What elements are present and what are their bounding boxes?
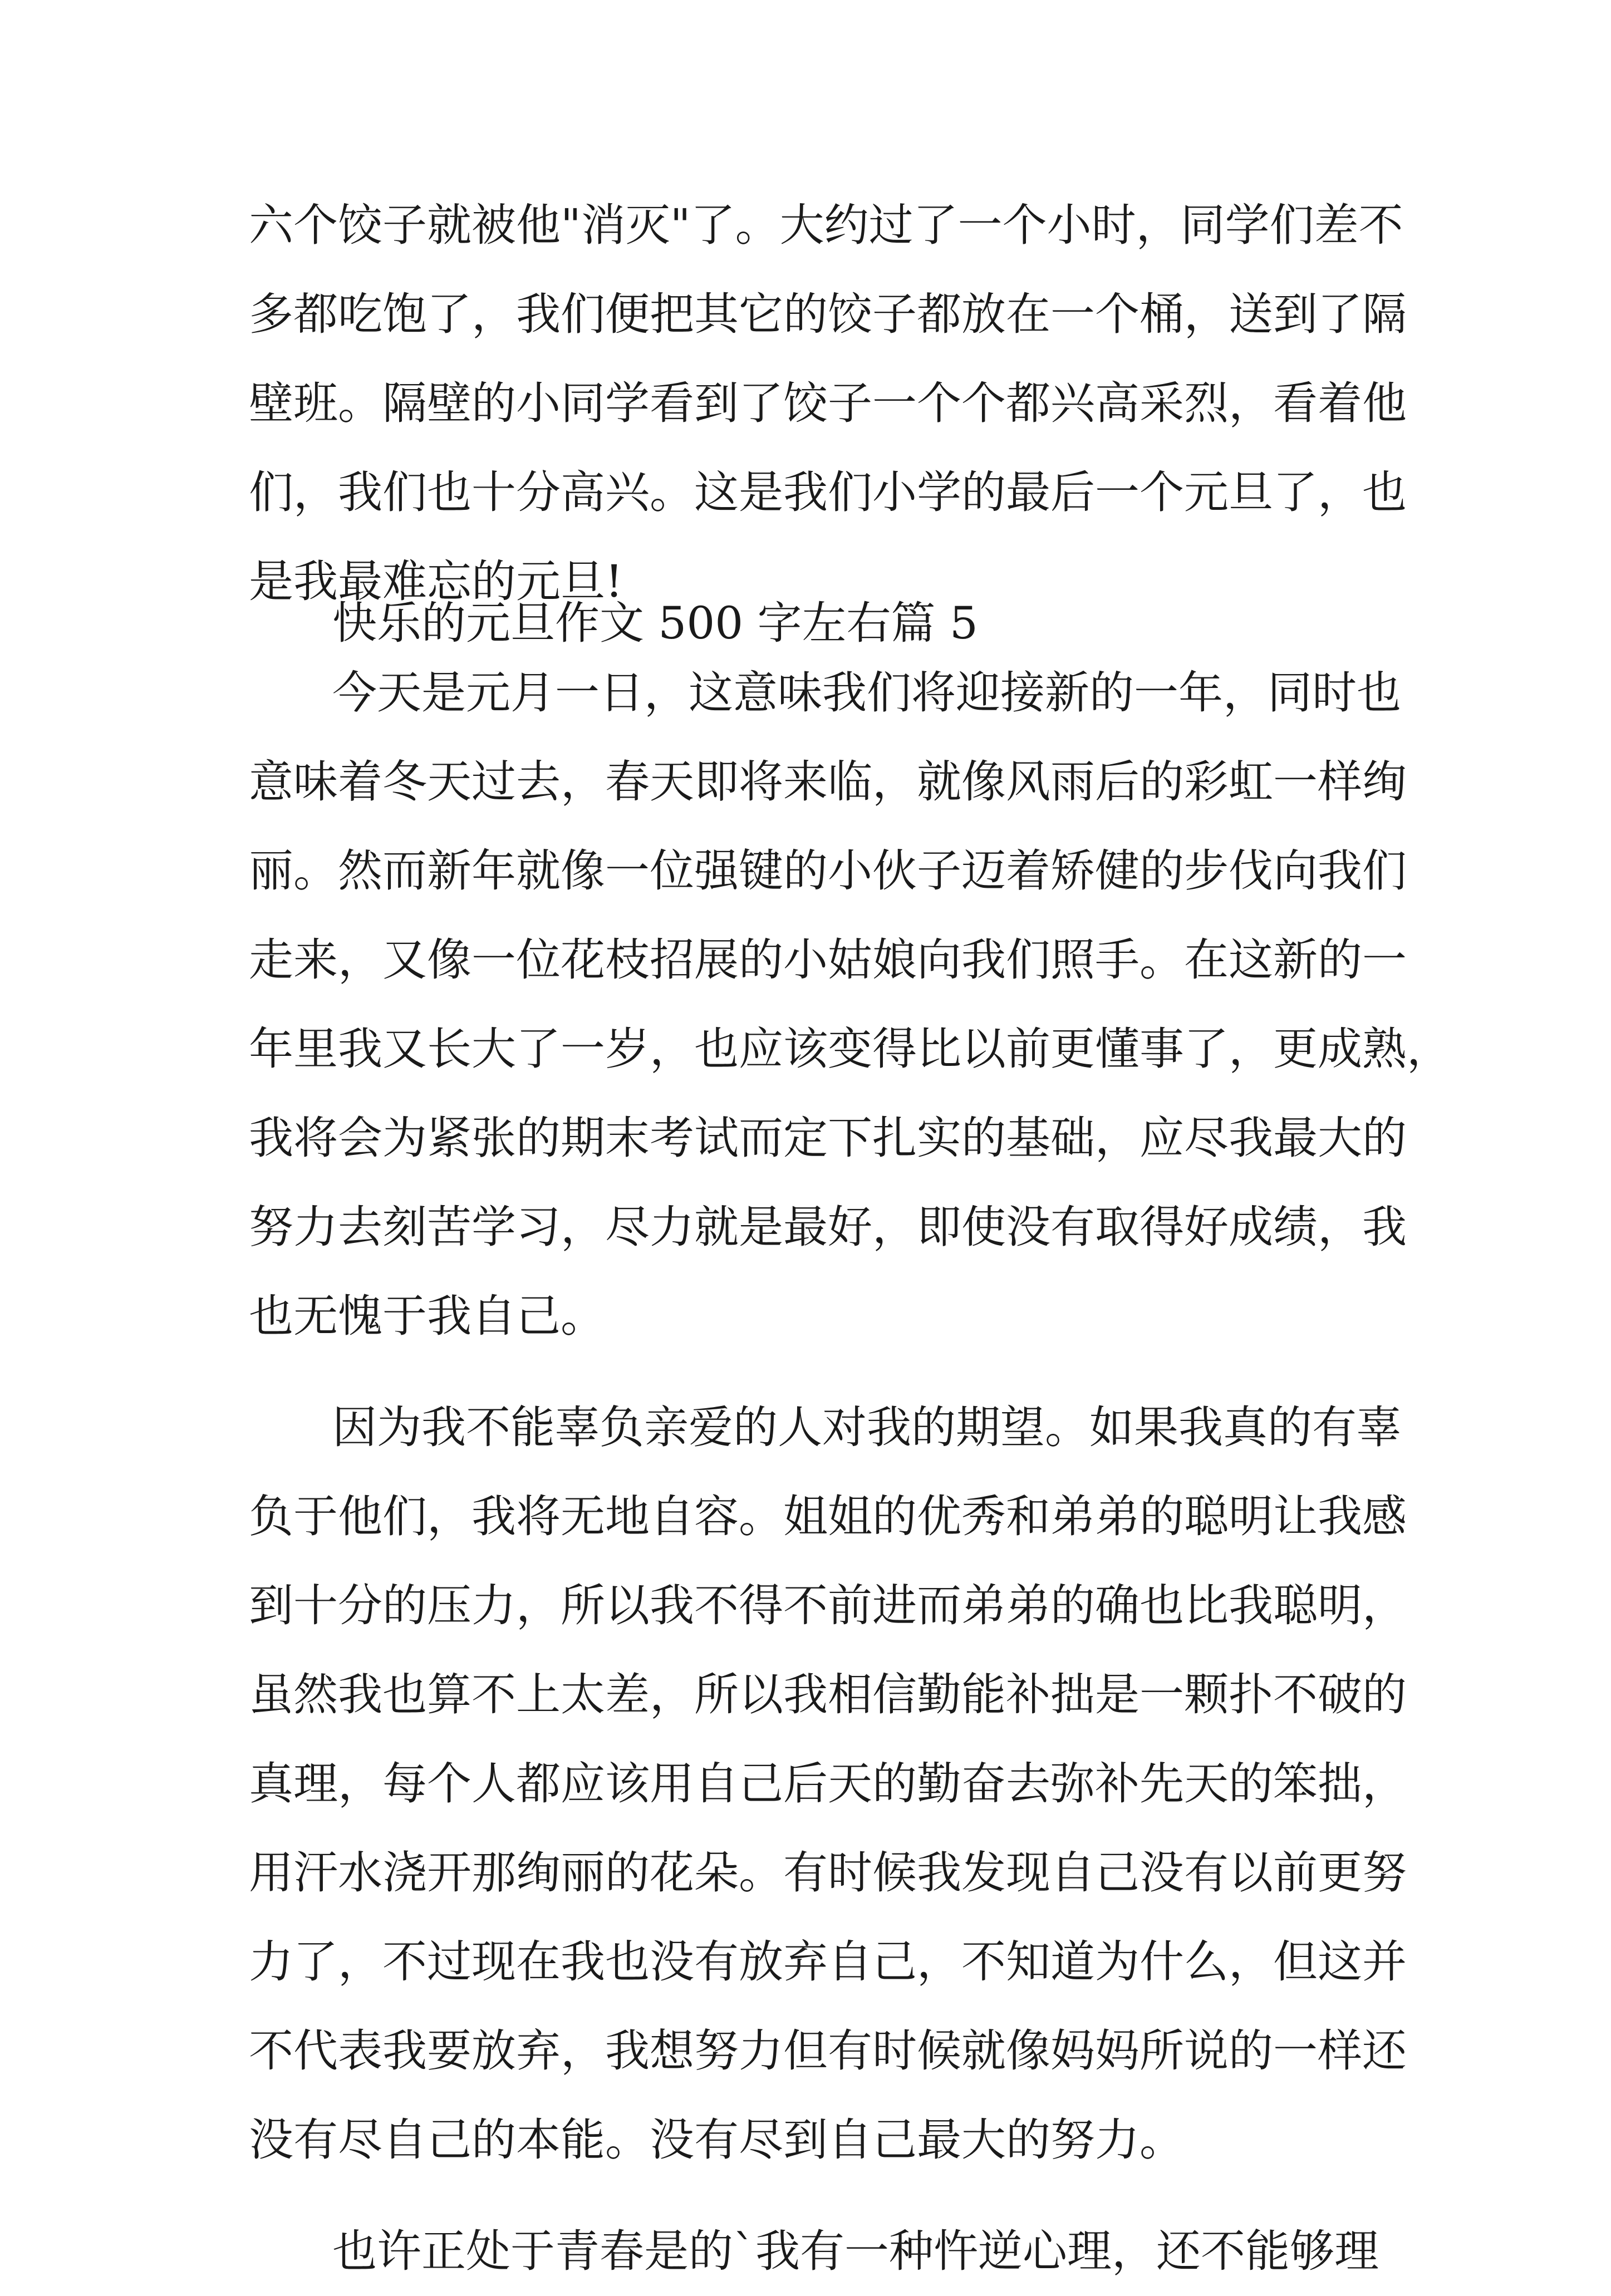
text-line: 丽。然而新年就像一位强键的小伙子迈着矫健的步伐向我们 (249, 845, 1407, 897)
text-line: 用汗水浇开那绚丽的花朵。有时候我发现自己没有以前更努 (249, 1847, 1407, 1899)
text-line: 们，我们也十分高兴。这是我们小学的最后一个元旦了，也 (249, 466, 1407, 518)
text-line: 不代表我要放弃，我想努力但有时候就像妈妈所说的一样还 (249, 2025, 1407, 2077)
text-line: 也无愧于我自己。 (249, 1290, 605, 1342)
text-line: 力了，不过现在我也没有放弃自己，不知道为什么，但这并 (249, 1936, 1407, 1988)
text-line: 努力去刻苦学习，尽力就是最好，即使没有取得好成绩，我 (249, 1201, 1407, 1253)
text-line: 到十分的压力，所以我不得不前进而弟弟的确也比我聪明， (249, 1580, 1407, 1631)
text-line: 年里我又长大了一岁，也应该变得比以前更懂事了，更成熟， (249, 1023, 1451, 1075)
text-line: 多都吃饱了，我们便把其它的饺子都放在一个桶，送到了隔 (249, 288, 1407, 340)
text-line: 走来，又像一位花枝招展的小姑娘向我们照手。在这新的一 (249, 934, 1407, 986)
paragraph-start-line: 今天是元月一日，这意味我们将迎接新的一年，同时也 (332, 667, 1401, 719)
paragraph-start-line: 因为我不能辜负亲爱的人对我的期望。如果我真的有辜 (332, 1402, 1401, 1453)
text-line: 没有尽自己的本能。没有尽到自己最大的努力。 (249, 2114, 1184, 2166)
text-line: 我将会为紧张的期末考试而定下扎实的基础，应尽我最大的 (249, 1112, 1407, 1164)
text-line: 意味着冬天过去，春天即将来临，就像风雨后的彩虹一样绚 (249, 756, 1407, 808)
paragraph-start-line: 也许正处于青春是的`我有一种忤逆心理，还不能够理 (332, 2225, 1379, 2277)
section-heading: 快乐的元旦作文 500 字左右篇 5 (332, 597, 978, 649)
text-line: 六个饺子就被他"消灭"了。大约过了一个小时，同学们差不 (249, 199, 1403, 251)
text-line: 负于他们，我将无地自容。姐姐的优秀和弟弟的聪明让我感 (249, 1491, 1407, 1542)
text-line: 壁班。隔壁的小同学看到了饺子一个个都兴高采烈，看着他 (249, 377, 1407, 429)
text-line: 是我最难忘的元旦! (249, 555, 623, 607)
text-line: 真理，每个人都应该用自己后天的勤奋去弥补先天的笨拙， (249, 1758, 1407, 1810)
text-line: 虽然我也算不上太差，所以我相信勤能补拙是一颗扑不破的 (249, 1669, 1407, 1720)
